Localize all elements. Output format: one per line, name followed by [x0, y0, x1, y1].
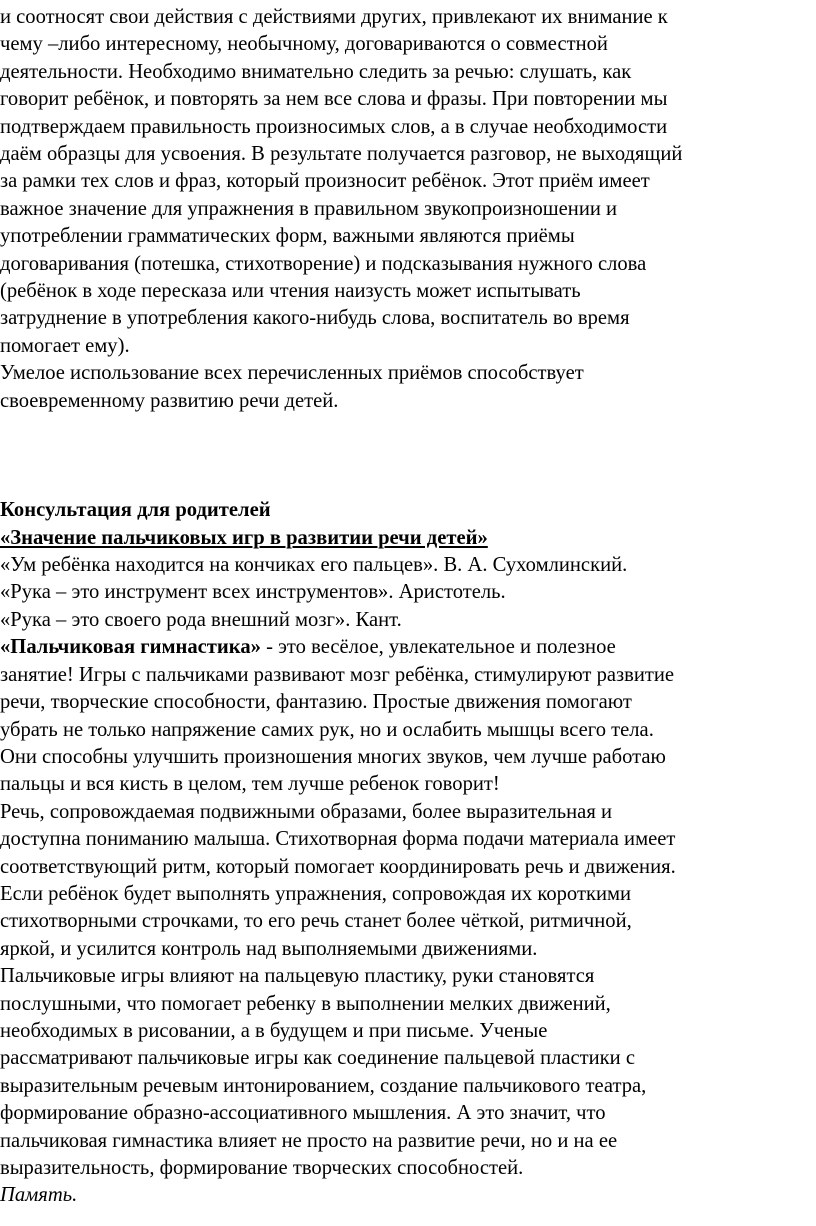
text-line: употреблении грамматических форм, важными являются приёмы: [0, 225, 575, 248]
text-line: затруднение в употребления какого-нибудь слова, воспитатель во время: [0, 307, 630, 330]
text-line: Они способны улучшить произношения многих звуков, чем лучше работаю: [0, 745, 666, 768]
text-line: стихотворными строчками, то его речь станет более чёткой, ритмичной,: [0, 910, 632, 933]
text-line: говорит ребёнок, и повторять за нем все слова и фразы. При повторении мы: [0, 88, 668, 111]
text-line: доступна пониманию малыша. Стихотворная форма подачи материала имеет: [0, 828, 676, 851]
gymnastics-term: «Пальчиковая гимнастика»: [0, 636, 261, 659]
quote-line: «Ум ребёнка находится на кончиках его пальцев». В. А. Сухомлинский.: [0, 554, 628, 577]
text-line: речи, творческие способности, фантазию. Простые движения помогают: [0, 691, 632, 714]
text-line: выразительным речевым интонированием, создание пальчикового театра,: [0, 1074, 647, 1097]
text-line: необходимых в рисовании, а в будущем и при письме. Ученые: [0, 1019, 548, 1042]
intro-paragraph: [0, 4, 816, 415]
text-line: убрать не только напряжение самих рук, но и ослабить мышцы всего тела.: [0, 718, 654, 741]
text-line: деятельности. Необходимо внимательно следить за речью: слушать, как: [0, 60, 632, 83]
text-line: занятие! Игры с пальчиками развивают мозг ребёнка, стимулируют развитие: [0, 663, 675, 686]
consultation-title: «Значение пальчиковых игр в развитии речи детей»: [0, 526, 488, 549]
text-line: послушными, что помогает ребенку в выполнении мелких движений,: [0, 992, 611, 1015]
text-line: формирование образно-ассоциативного мышления. А это значит, что: [0, 1102, 606, 1125]
text-line: подтверждаем правильность произносимых слов, а в случае необходимости: [0, 115, 668, 138]
consultation-section: [0, 497, 816, 1210]
text-line: пальцы и вся кисть в целом, тем лучше ребенок говорит!: [0, 773, 500, 796]
text-line: рассматривают пальчиковые игры как соединение пальцевой пластики с: [0, 1047, 635, 1070]
text-line: соответствующий ритм, который помогает координировать речь и движения.: [0, 855, 676, 878]
consultation-heading: Консультация для родителей: [0, 499, 271, 522]
blank-line: [0, 470, 816, 497]
text-line: чему –либо интересному, необычному, договариваются о совместной: [0, 33, 608, 56]
text-line: помогает ему).: [0, 334, 130, 357]
memory-label: Память.: [0, 1184, 78, 1207]
text-line: пальчиковая гимнастика влияет не просто на развитие речи, но и на ее: [0, 1129, 618, 1152]
gymnastics-first-line-rest: - это весёлое, увлекательное и полезное: [260, 636, 616, 659]
text-line: даём образцы для усвоения. В результате получается разговор, не выходящий: [0, 143, 683, 166]
text-line: за рамки тех слов и фраз, который произносит ребёнок. Этот приём имеет: [0, 170, 650, 193]
blank-line: [0, 415, 816, 442]
text-line: выразительность, формирование творческих способностей.: [0, 1157, 524, 1180]
text-line: Речь, сопровождаемая подвижными образами, более выразительная и: [0, 800, 612, 823]
quote-line: «Рука – это инструмент всех инструментов». Аристотель.: [0, 581, 506, 604]
blank-line: [0, 442, 816, 469]
text-line: (ребёнок в ходе пересказа или чтения наизусть может испытывать: [0, 280, 581, 303]
text-line: Умелое использование всех перечисленных приёмов способствует: [0, 362, 584, 385]
text-line: своевременному развитию речи детей.: [0, 389, 339, 412]
quote-line: «Рука – это своего рода внешний мозг». Кант.: [0, 608, 402, 631]
text-line: и соотносят свои действия с действиями других, привлекают их внимание к: [0, 6, 668, 28]
text-line: яркой, и усилится контроль над выполняемыми движениями.: [0, 937, 538, 960]
text-line: договаривания (потешка, стихотворение) и подсказывания нужного слова: [0, 252, 647, 275]
text-line: Пальчиковые игры влияют на пальцевую пластику, руки становятся: [0, 965, 595, 988]
text-line: важное значение для упражнения в правильном звукопроизношении и: [0, 197, 618, 220]
text-line: Если ребёнок будет выполнять упражнения, сопровождая их короткими: [0, 882, 632, 905]
gymnastics-first-line: [0, 634, 816, 661]
